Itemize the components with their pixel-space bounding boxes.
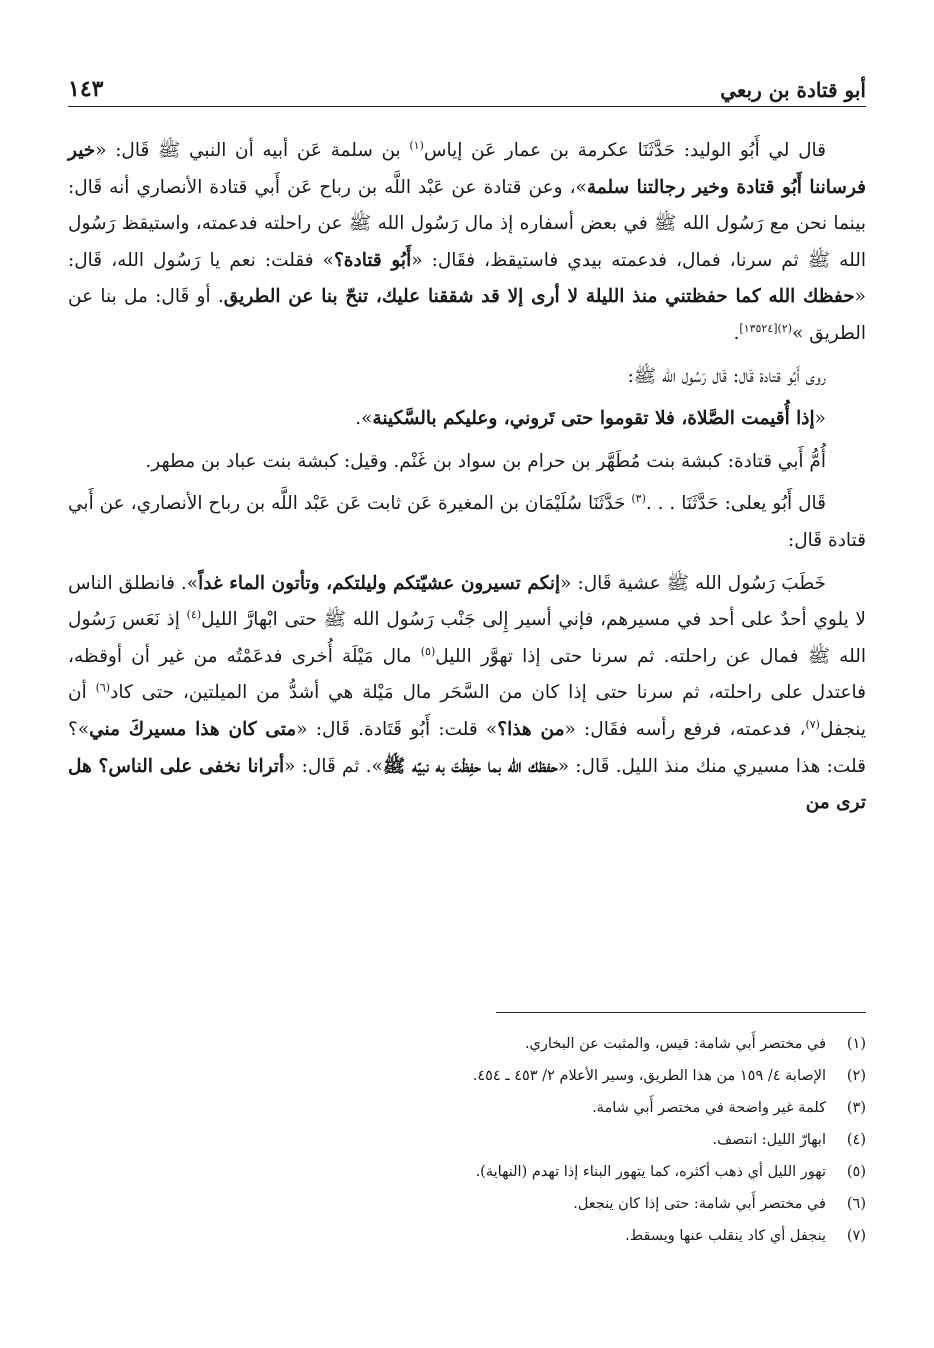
text-run: بن سلمة عَن أبيه أن النبي ﷺ قَال: « [95, 140, 410, 161]
hadith-text: حفظك الله كما حفظتني منذ الليلة لا أرى إلا قد شققنا عليك، تنحّ بنا عن الطريق [223, 286, 855, 308]
footnote-ref-7[interactable]: (٧) [805, 717, 820, 731]
text-run: »، وعن قتادة عن عَبْد اللَّه بن رباح عَن أَبي قتادة الأنصاري أنه قَال: بينما نحن مع رَسُول الله ﷺ في بعض أسفاره إذ مال رَسُول الله ﷺ عن راحلته فدعمته، واستيقظ رَسُول الله ﷺ ثم سرنا، فمال، فدعمته بيدي فاستيقظ، فقَال: « [68, 176, 866, 271]
footnote-number: (٦) [846, 1196, 866, 1212]
text-run: إذ نَعَس رَسُول الله ﷺ فمال عن راحلته. ثم سرنا حتى إذا تهوَّر الليل [68, 609, 866, 667]
footnote-number: (١) [846, 1036, 866, 1052]
footnotes [68, 1028, 866, 1252]
text-run: » فقلت: نعم يا رَسُول الله، قَال: « [68, 249, 866, 308]
header-divider [68, 106, 866, 107]
paragraph-5 [68, 486, 866, 559]
footnote-text: ينجفل أي كاد ينقلب عنها ويسقط. [625, 1228, 826, 1244]
paragraph-3 [68, 401, 866, 438]
text-run: خَطَبَ رَسُول الله ﷺ عشية قَال: « [560, 572, 826, 594]
footnote-ref-1[interactable]: (١) [409, 138, 424, 152]
text-run: قَال أَبُو يعلى: حَدَّثَنَا . . . [645, 493, 826, 515]
text-run: . أو قَال: مل بنا عن الطريق » [68, 286, 866, 344]
footnote-text: تهور الليل أي ذهب أكثره، كما يتهور البناء إذا تهدم (النهاية). [475, 1164, 826, 1180]
text-run: أن ينجفل [68, 682, 866, 740]
footnote-item [68, 1220, 866, 1252]
text-run: ». [355, 408, 373, 430]
footnote-number: (٣) [846, 1100, 866, 1116]
paragraph-4: أُمُّ أَبي قتادة: كبشة بنت مُطَهَّر بن حرام بن سواد بن غَنْم. وقيل: كبشة بنت عباد بن مطهر. [145, 450, 826, 472]
hadith-text: متى كان هذا مسيركَ مني [89, 718, 297, 740]
text-run: « [814, 408, 826, 430]
footnote-text: الإصابة ٤/ ١٥٩ من هذا الطريق، وسير الأعلام ٢/ ٤٥٣ ـ ٤٥٤. [472, 1068, 826, 1084]
hadith-text: من هذا؟ [497, 718, 565, 740]
footnote-item [68, 1028, 866, 1060]
page-number: ١٤٣ [68, 76, 104, 102]
paragraph-2: روى أَبُو قتادة قَال: قَال رَسُول الله ﷺ: [627, 365, 826, 387]
hadith-text: أَبُو قتادة؟ [333, 249, 412, 271]
footnote-ref-4[interactable]: (٤) [186, 607, 202, 621]
text-run: ». فانطلق الناس لا يلوي أحدٌ على أحد في مسيرهم، فإني أسير إِلى جَنْب رَسُول الله ﷺ حتى ابْهارَّ الليل [68, 572, 866, 631]
footnote-item [68, 1092, 866, 1124]
footnote-item [68, 1156, 866, 1188]
footnote-number: (٧) [846, 1228, 866, 1244]
hadith-text: حفظك الله بما حفِظْتَ به نبيّه ﷺ [382, 755, 558, 777]
chapter-title: أبو قتادة بن ربعي [720, 78, 866, 102]
footnote-ref-5[interactable]: (٥) [420, 644, 436, 658]
footnote-number: (٢) [846, 1068, 866, 1084]
text-run: . [733, 322, 740, 344]
main-text [68, 133, 866, 822]
text-run: ». ثم قَال: « [284, 755, 383, 777]
text-run: » قلت: أَبُو قَتَادة. قَال: « [296, 718, 498, 740]
paragraph-6 [68, 566, 866, 822]
text-run: حَدَّثَنَا سُلَيْمَان بن المغيرة عَن ثابت عَن عَبْد اللَّه بن رباح الأنصاري، عن أَبي قتادة قَال: [68, 493, 866, 551]
footnote-ref-3[interactable]: (٣) [631, 492, 646, 506]
paragraph-1 [68, 133, 866, 353]
footnote-text: كلمة غير واضحة في مختصر أَبي شامة. [592, 1100, 826, 1116]
hadith-text: إذا أُقيمت الصَّلاة، فلا تقوموا حتى تَروني، وعليكم بالسَّكينة [372, 408, 815, 430]
footnote-text: ابهارّ الليل: انتصف. [712, 1132, 826, 1148]
footnote-ref-2[interactable]: (٢)[١٣٥٢٤] [739, 321, 793, 335]
footnote-ref-6[interactable]: (٦) [95, 681, 111, 695]
text-run: مال مَيْلَة أُخرى فدعَمْتُه من غير أن أوقظه، فاعتدل على راحلته، ثم سرنا حتى إذا كان من السَّحَر مال مَيْلة هي أشدُّ من الميلتين، حتى كاد [68, 645, 866, 704]
footnote-text: في مختصر أَبي شامة: حتى إذا كان ينجعل. [573, 1196, 826, 1212]
text-run: »؟ قلت: هذا مسيري منك منذ الليل. قَال: « [68, 718, 866, 777]
hadith-text: خير فرساننا أَبُو قتادة وخير رجالتنا سلمة [68, 140, 866, 198]
footnote-divider [496, 1012, 866, 1013]
hadith-text: أترانا نخفى على الناس؟ هل ترى من [68, 755, 866, 814]
running-header [68, 62, 866, 102]
text-run: ، فدعمته، فرفع رأسه فقَال: « [564, 718, 806, 740]
footnote-item [68, 1188, 866, 1220]
hadith-text: إنكم تسيرون عشيّتكم وليلتكم، وتأتون الماء غداً [198, 572, 561, 594]
footnote-number: (٥) [846, 1164, 866, 1180]
footnote-item [68, 1124, 866, 1156]
footnote-text: في مختصر أَبي شامة: قيس، والمثبت عن البخاري. [524, 1036, 826, 1052]
text-run: قال لي أَبُو الوليد: حَدَّثَنَا عكرمة بن عمار عَن إياس [423, 140, 826, 161]
footnote-number: (٤) [846, 1132, 866, 1148]
footnote-item [68, 1060, 866, 1092]
